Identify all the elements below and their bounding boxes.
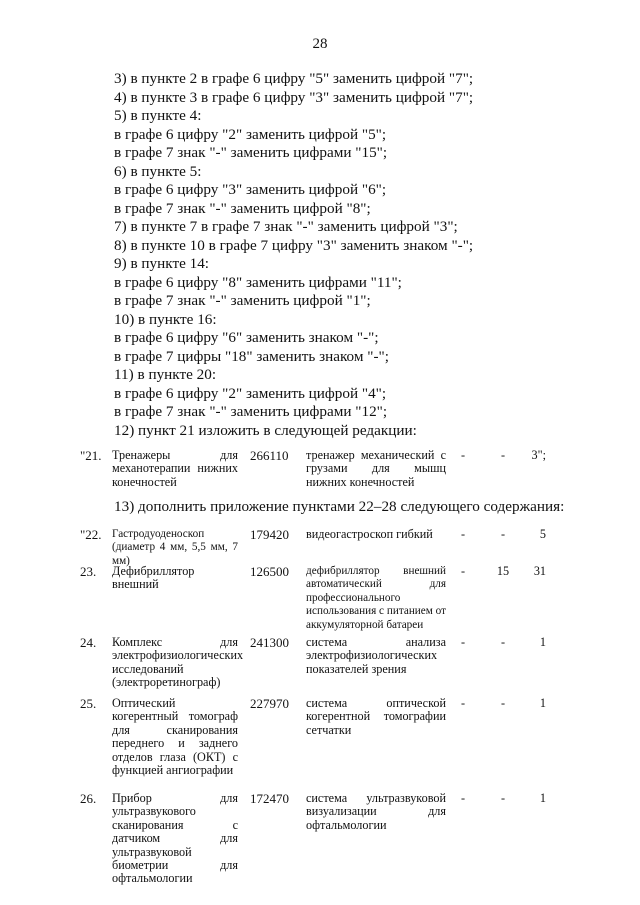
amendment-line: в графе 6 цифру "3" заменить цифрой "6";	[114, 181, 387, 198]
row-col-5: -	[461, 448, 466, 462]
row-name: Прибор для ультразвукового сканирования с датчиком для ультразвуковой биометрии для офтальмологии	[112, 791, 238, 886]
amendment-line: 12) пункт 21 изложить в следующей редакции:	[114, 422, 417, 439]
amendment-line: в графе 7 знак "-" заменить цифрой "1";	[114, 292, 371, 309]
row-col-7: 1	[539, 635, 546, 649]
row-number: 23.	[80, 564, 97, 579]
row-code: 241300	[250, 635, 289, 650]
row-name: Тренажеры для механотерапии нижних конечностей	[112, 448, 238, 489]
row-col-6: -	[500, 635, 506, 649]
row-description: тренажер механический с грузами для мышц нижних конечностей	[306, 448, 446, 489]
amendment-line: 6) в пункте 5:	[114, 163, 202, 180]
row-col-6: -	[500, 791, 506, 805]
row-code: 266110	[250, 448, 289, 463]
row-col-5: -	[461, 527, 466, 541]
row-col-7: 31	[533, 564, 546, 578]
row-col-6: -	[500, 527, 506, 541]
row-col-6: -	[500, 448, 506, 462]
amendment-line: 10) в пункте 16:	[114, 311, 217, 328]
amendment-line: в графе 7 знак "-" заменить цифрами "12";	[114, 403, 388, 420]
row-col-7: 1	[539, 696, 546, 710]
amendment-line: в графе 7 знак "-" заменить цифрами "15";	[114, 144, 388, 161]
amendment-line: в графе 6 цифру "8" заменить цифрами "11";	[114, 274, 402, 291]
row-name: Гастродуоденоскоп (диаметр 4 мм, 5,5 мм, 7 мм)	[112, 528, 238, 567]
amendment-line: 8) в пункте 10 в графе 7 цифру "3" заменить знаком "-";	[114, 237, 474, 254]
amendment-line: в графе 6 цифру "2" заменить цифрой "5";	[114, 126, 387, 143]
row-col-7: 5	[539, 527, 546, 541]
row-name: Дефибриллятор внешний	[112, 564, 195, 592]
row-number: 25.	[80, 696, 97, 711]
page-number: 28	[312, 36, 328, 52]
amendment-line: 3) в пункте 2 в графе 6 цифру "5" заменить цифрой "7";	[114, 70, 474, 87]
row-number: "21.	[80, 448, 102, 463]
row-code: 227970	[250, 696, 289, 711]
amendment-line: в графе 6 цифру "2" заменить цифрой "4";	[114, 385, 387, 402]
amendment-line: в графе 7 цифры "18" заменить знаком "-";	[114, 348, 389, 365]
amendment-line: 7) в пункте 7 в графе 7 знак "-" заменить цифрой "3";	[114, 218, 458, 235]
row-description: система оптической когерентной томографии сетчатки	[306, 696, 446, 737]
row-description: видеогастроскоп гибкий	[306, 527, 433, 541]
amendment-line: 13) дополнить приложение пунктами 22–28 следующего содержания:	[114, 498, 565, 515]
row-description: система анализа электрофизиологических показателей зрения	[306, 635, 446, 676]
row-col-7: 1	[539, 791, 546, 805]
row-col-5: -	[461, 791, 466, 805]
row-col-6: -	[500, 696, 506, 710]
row-number: "22.	[80, 527, 102, 542]
row-description: дефибриллятор внешний автоматический для профессионального использования с питанием от аккумуляторной батареи	[306, 565, 446, 631]
row-col-6: 15	[496, 564, 510, 578]
amendment-line: 5) в пункте 4:	[114, 107, 202, 124]
row-code: 126500	[250, 564, 289, 579]
row-number: 24.	[80, 635, 97, 650]
row-col-5: -	[461, 696, 466, 710]
row-name: Комплекс для электрофизиологических исследований (электроретинограф)	[112, 635, 244, 690]
row-number: 26.	[80, 791, 97, 806]
amendment-line: 9) в пункте 14:	[114, 255, 210, 272]
amendment-line: 4) в пункте 3 в графе 6 цифру "3" заменить цифрой "7";	[114, 89, 474, 106]
amendment-line: в графе 7 знак "-" заменить цифрой "8";	[114, 200, 371, 217]
amendment-line: в графе 6 цифру "6" заменить знаком "-";	[114, 329, 379, 346]
row-col-5: -	[461, 564, 466, 578]
row-code: 172470	[250, 791, 289, 806]
amendment-line: 11) в пункте 20:	[114, 366, 217, 383]
row-description: система ультразвуковой визуализации для офтальмологии	[306, 791, 446, 832]
row-code: 179420	[250, 527, 289, 542]
row-col-7: 3";	[531, 448, 546, 462]
row-col-5: -	[461, 635, 466, 649]
row-name: Оптический когерентный томограф для сканирования переднего и заднего отделов глаза (ОКТ) с функцией ангиографии	[112, 696, 238, 778]
